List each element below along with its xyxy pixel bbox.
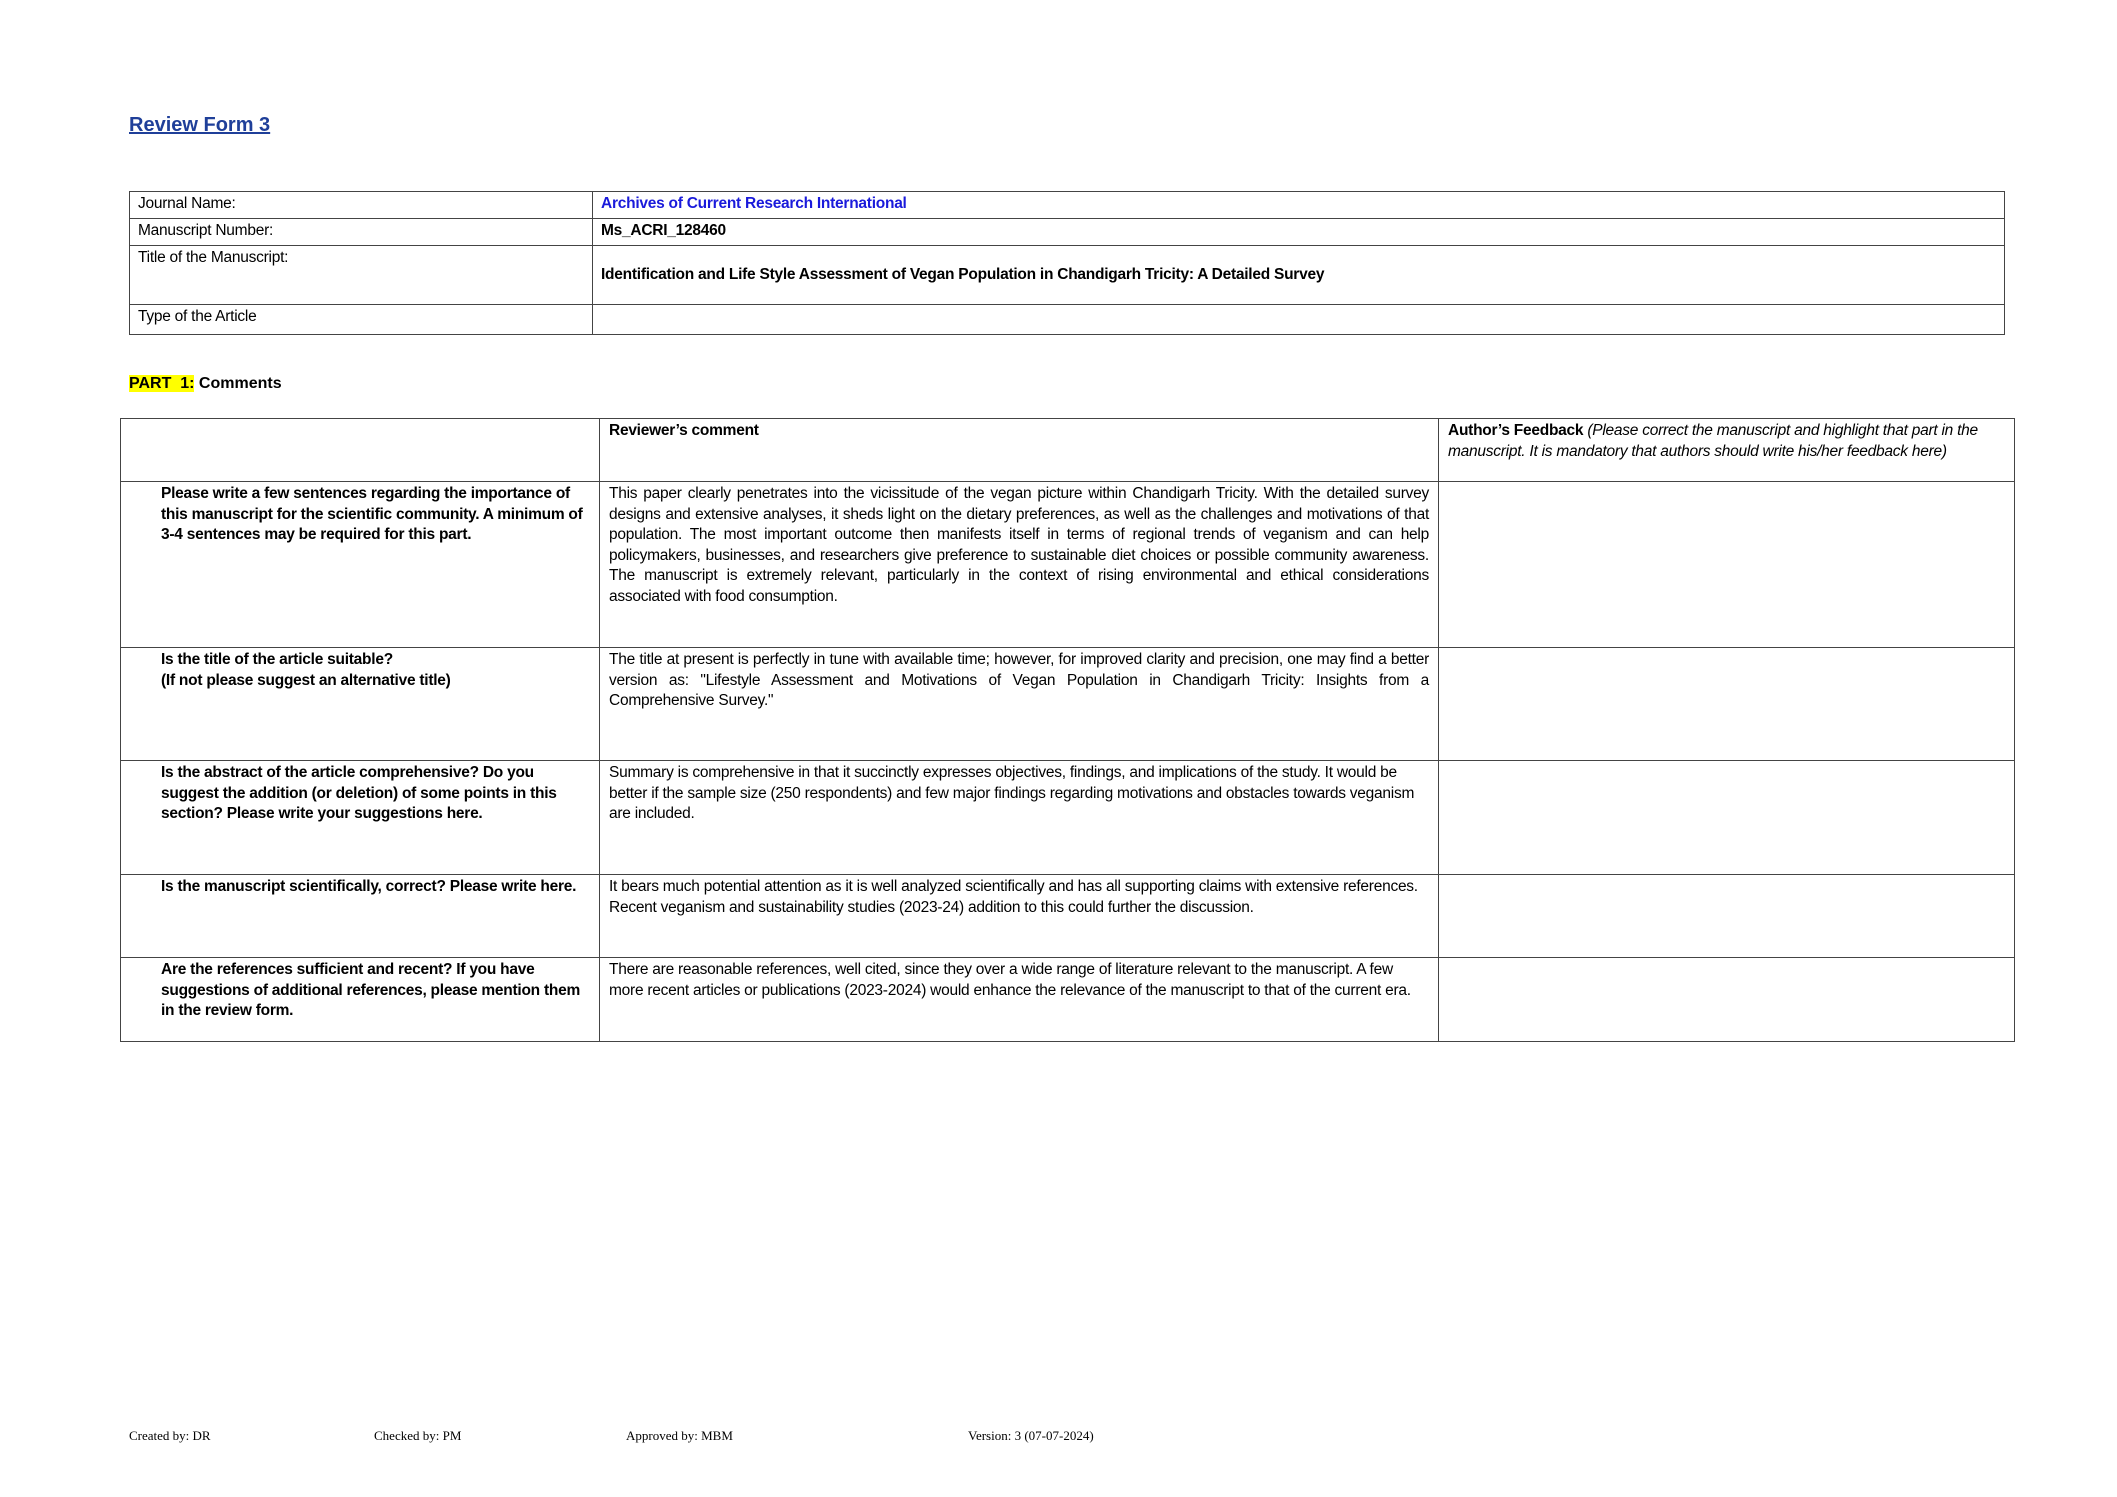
manuscript-number-value: Ms_ACRI_128460: [593, 219, 2005, 246]
question: Are the references sufficient and recent? If you have suggestions of additional references, please mention them in the review form.: [121, 958, 600, 1042]
author-feedback-cell[interactable]: [1439, 761, 2015, 875]
reviewer-comment: It bears much potential attention as it is well analyzed scientifically and has all supporting claims with extensive references. Recent veganism and sustainability studies (2023-24) addition to this could further the discussion.: [600, 875, 1439, 958]
manuscript-number-row: [130, 219, 2005, 246]
header-author-feedback: [1439, 419, 2015, 482]
author-feedback-cell[interactable]: [1439, 482, 2015, 648]
table-row: [121, 958, 2015, 1042]
journal-row: [130, 192, 2005, 219]
reviewer-comment: This paper clearly penetrates into the vicissitude of the vegan picture within Chandigarh Tricity. With the detailed survey designs and extensive analyses, it sheds light on the dietary preferences, as well as the challenges and motivations of that population. The most important outcome then manifests itself in terms of regional trends of veganism and can help policymakers, businesses, and researchers give preference to sustainable diet choices or possible community awareness. The manuscript is extremely relevant, particularly in the context of rising environmental and ethical considerations associated with food consumption.: [600, 482, 1439, 648]
reviewer-comment: The title at present is perfectly in tune with available time; however, for improved clarity and precision, one may find a better version as: "Lifestyle Assessment and Motivations of Vegan Population in Chandigarh Tricity: Insights from a Comprehensive Survey.": [600, 648, 1439, 761]
comments-header-row: [121, 419, 2015, 482]
header-blank: [121, 419, 600, 482]
article-type-label: Type of the Article: [130, 305, 593, 335]
manuscript-title-row: [130, 246, 2005, 305]
question: Is the abstract of the article comprehensive? Do you suggest the addition (or deletion) of some points in this section? Please write your suggestions here.: [121, 761, 600, 875]
manuscript-info-table: [129, 191, 2005, 335]
footer-version: Version: 3 (07-07-2024): [968, 1428, 1094, 1443]
manuscript-number-label: Manuscript Number:: [130, 219, 593, 246]
reviewer-comment: Summary is comprehensive in that it succinctly expresses objectives, findings, and implications of the study. It would be better if the sample size (250 respondents) and few major findings regarding motivations and obstacles towards veganism are included.: [600, 761, 1439, 875]
manuscript-title-label: Title of the Manuscript:: [130, 246, 593, 305]
part1-highlight: PART 1:: [129, 375, 195, 392]
header-reviewer-comment: Reviewer’s comment: [600, 419, 1439, 482]
author-feedback-cell[interactable]: [1439, 875, 2015, 958]
table-row: [121, 875, 2015, 958]
part1-heading: [129, 375, 282, 393]
table-row: [121, 648, 2015, 761]
table-row: [121, 482, 2015, 648]
question: Is the title of the article suitable? (If not please suggest an alternative title): [121, 648, 600, 761]
footer-checked-by: Checked by: PM: [374, 1428, 462, 1443]
author-feedback-title: Author’s Feedback: [1448, 422, 1584, 439]
author-feedback-cell[interactable]: [1439, 958, 2015, 1042]
part1-title: Comments: [194, 375, 282, 392]
journal-label: Journal Name:: [130, 192, 593, 219]
table-row: [121, 761, 2015, 875]
comments-table: [120, 418, 2015, 1042]
reviewer-comment: There are reasonable references, well cited, since they over a wide range of literature relevant to the manuscript. A few more recent articles or publications (2023-2024) would enhance the relevance of the manuscript to that of the current era.: [600, 958, 1439, 1042]
question: Is the manuscript scientifically, correct? Please write here.: [121, 875, 600, 958]
footer-created-by: Created by: DR: [129, 1428, 211, 1443]
form-title: Review Form 3: [129, 114, 271, 136]
article-type-row: [130, 305, 2005, 335]
author-feedback-instructions: (Please correct the manuscript and highlight that part in the manuscript. It is mandatory that authors should write his/her feedback here): [1448, 422, 1982, 460]
manuscript-title-value: Identification and Life Style Assessment of Vegan Population in Chandigarh Tricity: A Detailed Survey: [593, 246, 2005, 305]
author-feedback-cell[interactable]: [1439, 648, 2015, 761]
question: Please write a few sentences regarding the importance of this manuscript for the scientific community. A minimum of 3-4 sentences may be required for this part.: [121, 482, 600, 648]
journal-value: Archives of Current Research International: [593, 192, 2005, 219]
article-type-value: [593, 305, 2005, 335]
footer-approved-by: Approved by: MBM: [626, 1428, 733, 1443]
